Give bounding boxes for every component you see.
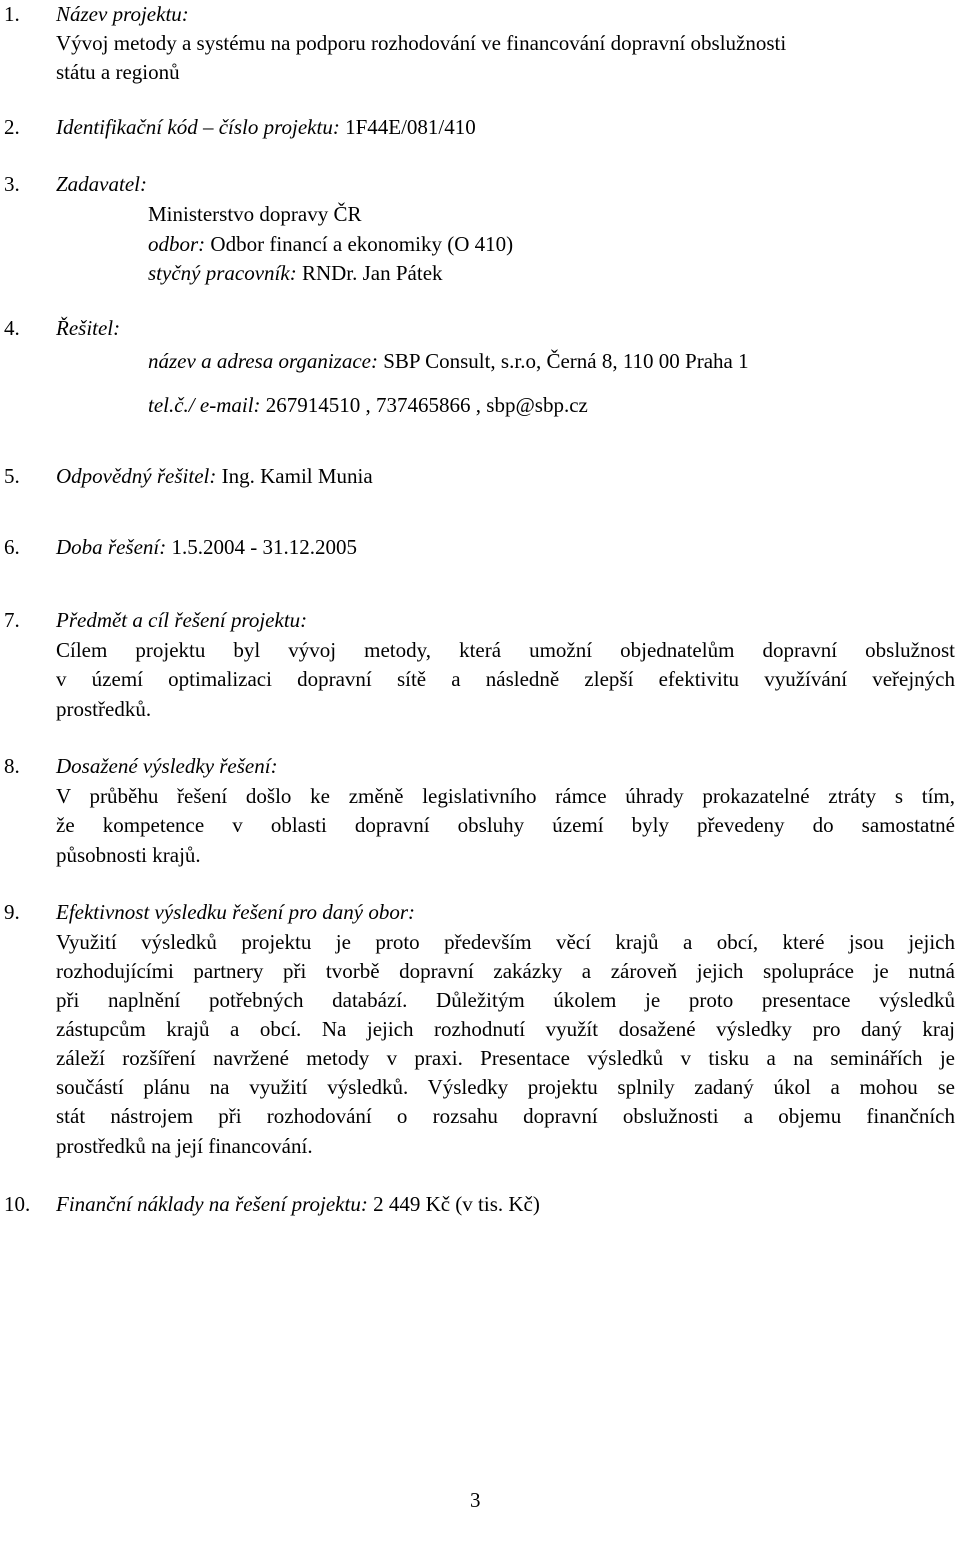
client-organization: Ministerstvo dopravy ČR [148, 202, 362, 226]
section-2-value: 1F44E/081/410 [345, 115, 476, 139]
section-5-number: 5. [4, 464, 20, 488]
section-8-line-1: V průběhu řešení došlo ke změně legislativního rámce úhrady prokazatelné ztráty s tím, [56, 784, 955, 808]
solver-contact-value: 267914510 , 737465866 , sbp@sbp.cz [265, 393, 588, 417]
section-7-number: 7. [4, 608, 20, 632]
section-8-line-3: působnosti krajů. [56, 843, 201, 867]
section-7-line-3: prostředků. [56, 697, 152, 721]
page-number: 3 [470, 1488, 481, 1512]
client-contact-value: RNDr. Jan Pátek [301, 261, 443, 285]
section-9-line-5: záleží rozšíření navržené metody v praxi. Presentace výsledků v tisku a na seminářích je [56, 1046, 955, 1070]
solver-address-label: název a adresa organizace: [148, 349, 378, 373]
section-7-line-1: Cílem projektu byl vývoj metody, která umožní objednatelům dopravní obslužnost [56, 638, 955, 662]
section-6-label: Doba řešení: [56, 535, 167, 559]
section-10-label: Finanční náklady na řešení projektu: [56, 1192, 368, 1216]
section-9-line-2: rozhodujícími partnery při tvorbě dopravní zakázky a zároveň jejich spolupráce je nutná [56, 959, 955, 983]
section-9-line-7: stát nástrojem při rozhodování o rozsahu dopravní obslužnosti a objemu finančních [56, 1104, 955, 1128]
section-5-label: Odpovědný řešitel: [56, 464, 217, 488]
section-8-label: Dosažené výsledky řešení: [56, 754, 278, 778]
solver-address-value: SBP Consult, s.r.o, Černá 8, 110 00 Praha 1 [383, 349, 749, 373]
section-6-value: 1.5.2004 - 31.12.2005 [171, 535, 357, 559]
client-contact-label: styčný pracovník: [148, 261, 297, 285]
section-3-label: Zadavatel: [56, 172, 147, 196]
client-department-value: Odbor financí a ekonomiky (O 410) [210, 232, 514, 256]
section-3-number: 3. [4, 172, 20, 196]
section-10-value: 2 449 Kč (v tis. Kč) [373, 1192, 540, 1216]
client-department-label: odbor: [148, 232, 206, 256]
section-7-label: Předmět a cíl řešení projektu: [56, 608, 308, 632]
section-8-line-2: že kompetence v oblasti dopravní obsluhy území byly převedeny do samostatné [56, 813, 955, 837]
section-9-line-6: součástí plánu na využití výsledků. Výsledky projektu splnily zadaný úkol a mohou se [56, 1075, 955, 1099]
section-4-label: Řešitel: [56, 316, 121, 340]
section-9-line-3: při naplnění potřebných databází. Důležitým úkolem je proto presentace výsledků [56, 988, 955, 1012]
section-1-value-line-1: Vývoj metody a systému na podporu rozhodování ve financování dopravní obslužnosti [56, 31, 787, 55]
section-2-label: Identifikační kód – číslo projektu: [56, 115, 340, 139]
section-7-line-2: v území optimalizaci dopravní sítě a následně zlepší efektivitu využívání veřejných [56, 667, 955, 691]
section-9-number: 9. [4, 900, 20, 924]
section-4-number: 4. [4, 316, 20, 340]
section-5-value: Ing. Kamil Munia [221, 464, 373, 488]
solver-contact-label: tel.č./ e-mail: [148, 393, 261, 417]
section-9-line-4: zástupcům krajů a obcí. Na jejich rozhodnutí využít dosažené výsledky pro daný kraj [56, 1017, 955, 1041]
section-9-line-8: prostředků na její financování. [56, 1134, 313, 1158]
section-6-number: 6. [4, 535, 20, 559]
section-2-number: 2. [4, 115, 20, 139]
section-10-number: 10. [4, 1192, 31, 1216]
section-9-label: Efektivnost výsledku řešení pro daný obor: [56, 900, 416, 924]
section-1-number: 1. [4, 2, 20, 26]
section-8-number: 8. [4, 754, 20, 778]
section-1-label: Název projektu: [56, 2, 189, 26]
section-9-line-1: Využití výsledků projektu je proto především věcí krajů a obcí, které jsou jejich [56, 930, 955, 954]
section-1-value-line-2: státu a regionů [56, 60, 180, 84]
